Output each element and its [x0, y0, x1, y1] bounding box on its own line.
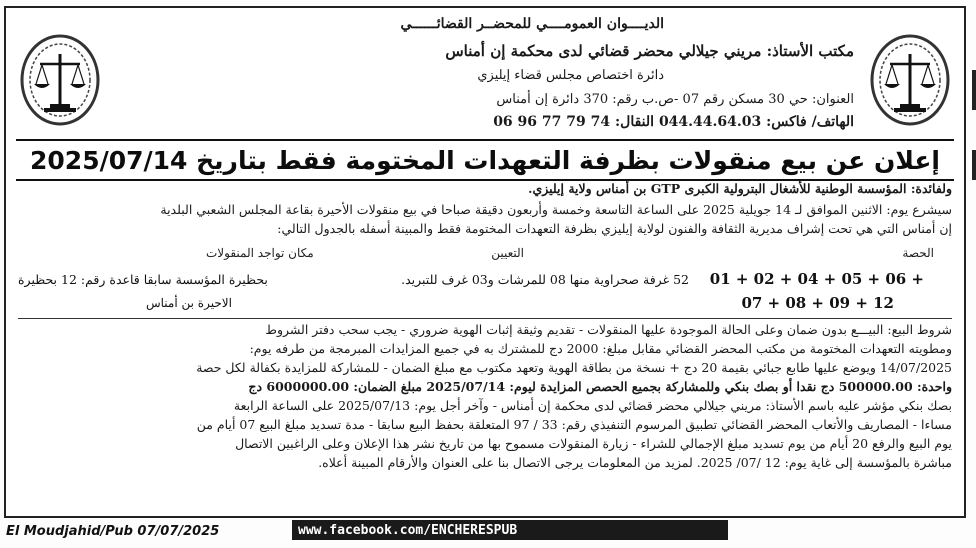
jurisdiction: دائرة اختصاص مجلس قضاء إيليزي	[477, 68, 664, 83]
publication-source: El Moudjahid/Pub 07/07/2025	[6, 523, 220, 539]
lot-designation: 52 غرفة صحراوية منها 08 للمرشات و03 غرف للتبريد.	[401, 272, 689, 287]
conditions-line: واحدة: 500000.00 دج نقدا أو بصك بنكي وللمشاركة بجميع الحصص المزايدة ليوم: 2025/07/14 مبلغ الضمان: 6000000.00 دج	[248, 379, 952, 394]
office-heading: الديــــوان العمومــــي للمحضــر القضائــــــي	[400, 16, 664, 32]
legal-notice	[4, 6, 966, 518]
scales-of-justice-emblem-left	[18, 32, 102, 128]
conditions-line: بصك بنكي مؤشر عليه باسم الأستاذ: مريني جيلالي محضر قضائي لدى محكمة إن أمناس - وآخر أجل يوم: 2025/07/13 على الساعة الرابعة	[233, 398, 952, 413]
office-phone: الهاتف/ فاكس: 044.44.64.03 النقال: 74 79 77 96 06	[493, 114, 854, 130]
conditions-line: شروط البيع: البيـــع بدون ضمان وعلى الحالة الموجودة عليها المنقولات - تقديم وثيقة إثبات الهوية ضروري - يجب سحب دفتر الشروط	[265, 322, 952, 337]
website-banner[interactable]	[292, 520, 728, 540]
beneficiary-line: ولفائدة: المؤسسة الوطنية للأشغال البترولية الكبرى GTP بن أمناس ولاية إيليزي.	[528, 181, 952, 196]
table-header-location: مكان تواجد المنقولات	[206, 246, 314, 260]
lots-line-1: 01 + 02 + 04 + 05 + 06 +	[709, 270, 924, 288]
office-address: العنوان: حي 30 مسكن رقم 07 -ص.ب رقم: 370 دائرة إن أمناس	[496, 92, 854, 107]
scales-of-justice-emblem-right	[868, 32, 952, 128]
conditions-line: يوم البيع والرفع 20 أيام من يوم تسديد مبلغ الإجمالي للشراء - زيارة المنقولات مسموح بها من تاريخ نشر هذا الإعلان وعلى الراغبين الاتصال	[235, 436, 952, 451]
office-name: مكتب الأستاذ: مريني جيلالي محضر قضائي لدى محكمة إن أمناس	[445, 42, 854, 60]
notice-title: إعلان عن بيع منقولات بظرفة التعهدات المختومة فقط بتاريخ 2025/07/14	[30, 145, 940, 175]
conditions-line: مساءا - المصاريف والأتعاب المحضر القضائي تطبيق المرسوم التنفيذي رقم: 33 / 97 المتعلقة بحفظ البيع سابقا - مدة تسديد مبلغ البيع 07 أيام من	[196, 417, 952, 432]
notice-title-bar	[16, 139, 954, 181]
table-header-designation: التعيين	[491, 246, 524, 260]
conditions-line: 14/07/2025 ويوضع عليها طابع جبائي بقيمة 20 دج + نسخة من بطاقة الهوية وتعهد مكتوب مع مبلغ الضمان - للمشاركة للمزايدة بكفالة لكل حصة	[196, 360, 952, 375]
conditions-line: مباشرة بالمؤسسة إلى غاية يوم: 12 /07/ 2025. لمزيد من المعلومات يرجى الاتصال بنا على العنوان والأرقام المبينة أعلاه.	[318, 455, 952, 470]
page-edge-mark	[972, 70, 976, 110]
page-edge-mark	[972, 150, 976, 180]
table-header-lot: الحصة	[902, 246, 934, 260]
sale-location-line: إن أمناس التي هي تحت إشراف مديرية الثقافة والفنون لولاية إيليزي بظرفة التعهدات المختومة فقط والمبينة أسفله بالجدول التالي:	[277, 221, 952, 236]
website-link[interactable]: www.facebook.com/ENCHERESPUB	[298, 522, 518, 538]
sale-date-line: سيشرع يوم: الاثنين الموافق لـ 14 جويلية 2025 على الساعة التاسعة وخمسة وأربعون دقيقة صباحا في بيع منقولات الأحيرة بقاعة المجلس الشعبي البلدية	[160, 202, 952, 217]
lot-location-line-2: الاحيرة بن أمناس	[146, 296, 232, 310]
conditions-line: ومطويته التعهدات المختومة من مكتب المحضر القضائي مقابل مبلغ: 2000 دج للمشترك به في جميع المزايدات المبرمجة من طرفه يوم:	[249, 341, 952, 356]
lot-location-line-1: بحظيرة المؤسسة سابقا قاعدة رقم: 12 بحظيرة	[18, 272, 268, 287]
table-bottom-rule	[18, 318, 952, 319]
lots-line-2: 07 + 08 + 09 + 12	[741, 294, 894, 312]
